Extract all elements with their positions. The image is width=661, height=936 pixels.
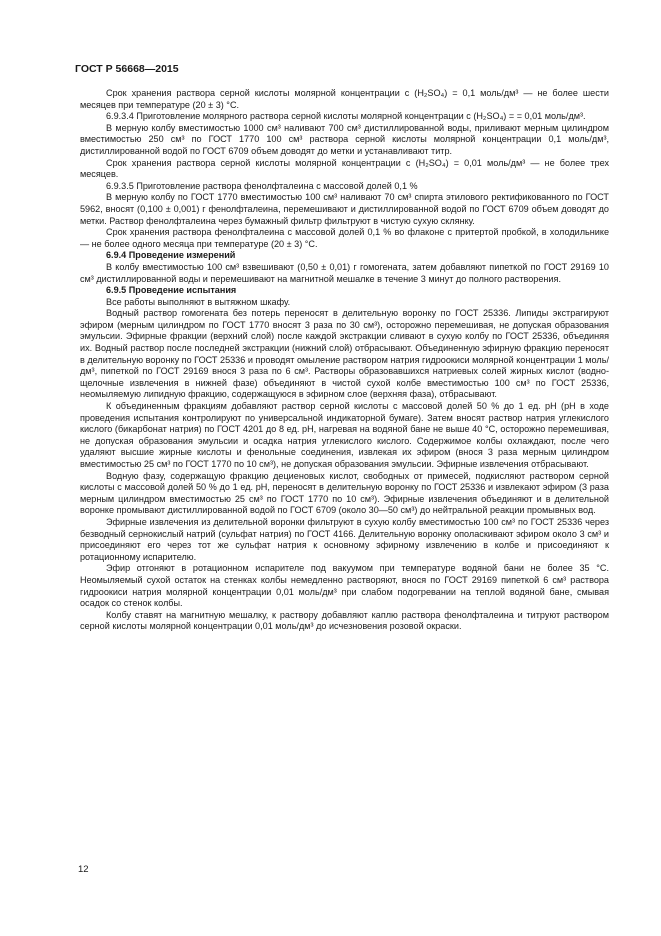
body-paragraph: Водный раствор гомогената без потерь переносят в делительную воронку по ГОСТ 25336. Липиды экстрагируют эфиром (мерным цилиндром по ГОСТ 1770 вносят 3 раза по 30 см³), осторожно перемешивая, не допуская образования эмульсии. Эфирные фракции (верхний слой) после каждой экстракции сливают в сухую колбу по ГОСТ 25336, объединяя их. Водный раствор после последней экстракции (нижний слой) отбрасывают. Объединенную эфирную фракцию переносят в делительную воронку по ГОСТ 25336 и проводят омыление раствором натрия гидроокиси молярной концентрации 1 моль/дм³, пипеткой по ГОСТ 29169 внося 3 раза по 6 см³. Растворы образовавшихся натриевых солей жирных кислот (водно-щелочные извлечения в нижней фазе) объединяют в чистой сухой колбе вместимостью 100 см³ по ГОСТ 25336, неомыляемую липидную фракцию, содержащуюся в эфирном слое (верхняя фаза), отбрасывают. <box>80 308 609 400</box>
body-paragraph: К объединенным фракциям добавляют раствор серной кислоты с массовой долей 50 % до 1 ед. pH (pH в ходе проведения испытания контролируют по универсальной индикаторной бумаге). Затем вносят раствор натрия углекислого кислого (бикарбонат натрия) по ГОСТ 4201 до 8 ед. pH, нагревая на водяной бане не выше 40 °С, осторожно перемешивая, не допуская образования эмульсии и осадка натрия углекислого кислого. Содержимое колбы охлаждают, после чего удаляют высшие жирные кислоты и фенольные соединения, извлекая их эфиром (внося 3 раза мерным цилиндром вместимостью 25 см³ по ГОСТ 1770 по 10 см³), не допуская образования эмульсии. Эфирные извлечения отбрасывают. <box>80 401 609 469</box>
body-paragraph: Все работы выполняют в вытяжном шкафу. <box>106 296 291 307</box>
body-paragraph: В колбу вместимостью 100 см³ взвешивают (0,50 ± 0,01) г гомогената, затем добавляют пипеткой по ГОСТ 29169 10 см³ дистиллированной воды и перемешивают на магнитной мешалке в течение 3 минут до полного растворения. <box>80 261 609 284</box>
body-paragraph: Эфир отгоняют в ротационном испарителе под вакуумом при температуре водяной бани не более 35 °С. Неомыляемый сухой остаток на стенках колбы немедленно растворяют, внося по ГОСТ 29169 пипеткой 6 см³ раствора гидроокиси натрия молярной концентрации 0,01 моль/дм³ при слабом подогревании на теплой водяной бане, смывая осадок со стенок колбы. <box>80 563 609 609</box>
body-paragraph: Колбу ставят на магнитную мешалку, к раствору добавляют каплю раствора фенолфталеина и титруют раствором серной кислоты молярной концентрации 0,01 моль/дм³ до исчезновения розовой окраски. <box>80 609 609 632</box>
page-number: 12 <box>78 864 89 875</box>
body-paragraph: В мерную колбу вместимостью 1000 см³ наливают 700 см³ дистиллированной воды, приливают мерным цилиндром вместимостью 250 см³ по ГОСТ 1770 100 см³ раствора серной кислоты молярной концентрации 0,1 моль/дм³, дистиллированной водой по ГОСТ 6709 объем доводят до метки и устанавливают титр. <box>80 122 609 156</box>
section-heading: 6.9.4 Проведение измерений <box>106 250 236 261</box>
body-paragraph: Срок хранения раствора серной кислоты молярной концентрации c (H₂SO₄) = 0,1 моль/дм³ — не более шести месяцев при температуре (20 ± 3) °С. <box>80 88 609 110</box>
body-paragraph: Срок хранения раствора серной кислоты молярной концентрации c (H₂SO₄) = 0,01 моль/дм³ — не более трех месяцев. <box>80 157 609 180</box>
body-paragraph: 6.9.3.5 Приготовление раствора фенолфталеина с массовой долей 0,1 % <box>106 180 418 191</box>
body-paragraph: В мерную колбу по ГОСТ 1770 вместимостью 100 см³ наливают 70 см³ спирта этилового ректификованного по ГОСТ 5962, вносят (0,100 ± 0,001) г фенолфталеина, перемешивают и дистиллированной водой по ГОСТ 6709 объем доводят до метки. Раствор фенолфталеина через бумажный фильтр фильтруют в чистую сухую склянку. <box>80 192 609 226</box>
document-body <box>80 88 609 633</box>
body-paragraph: Срок хранения раствора фенолфталеина с массовой долей 0,1 % во флаконе с притертой пробкой, в холодильнике — не более одного месяца при температуре (20 ± 3) °С. <box>80 227 609 249</box>
section-heading: 6.9.5 Проведение испытания <box>106 285 237 296</box>
body-paragraph: 6.9.3.4 Приготовление молярного раствора серной кислоты молярной концентрации c (H₂SO₄) = = 0,01 моль/дм³. <box>106 111 586 122</box>
body-paragraph: Водную фазу, содержащую фракцию дециеновых кислот, свободных от примесей, подкисляют раствором серной кислоты с массовой долей 50 % до 1 ед. pH, переносят в делительную воронку по ГОСТ 25336 и извлекают эфиром (3 раза мерным цилиндром вместимостью 25 см³ по ГОСТ 1770 по 10 см³). Эфирные извлечения объединяют и в делительной воронке промывают дистиллированной водой по ГОСТ 6709 (около 30—50 см³) до нейтральной реакции промывных вод. <box>80 470 609 516</box>
body-paragraph: Эфирные извлечения из делительной воронки фильтруют в сухую колбу вместимостью 100 см³ по ГОСТ 25336 через безводный сернокислый натрий (сульфат натрия) по ГОСТ 4166. Делительную воронку ополаскивают эфиром около 3 см³ и присоединяют его через тот же сульфат натрия к основному эфирному извлечению в колбе и присоединяют к ротационному испарителю. <box>80 516 609 562</box>
document-header: ГОСТ Р 56668—2015 <box>75 63 179 75</box>
